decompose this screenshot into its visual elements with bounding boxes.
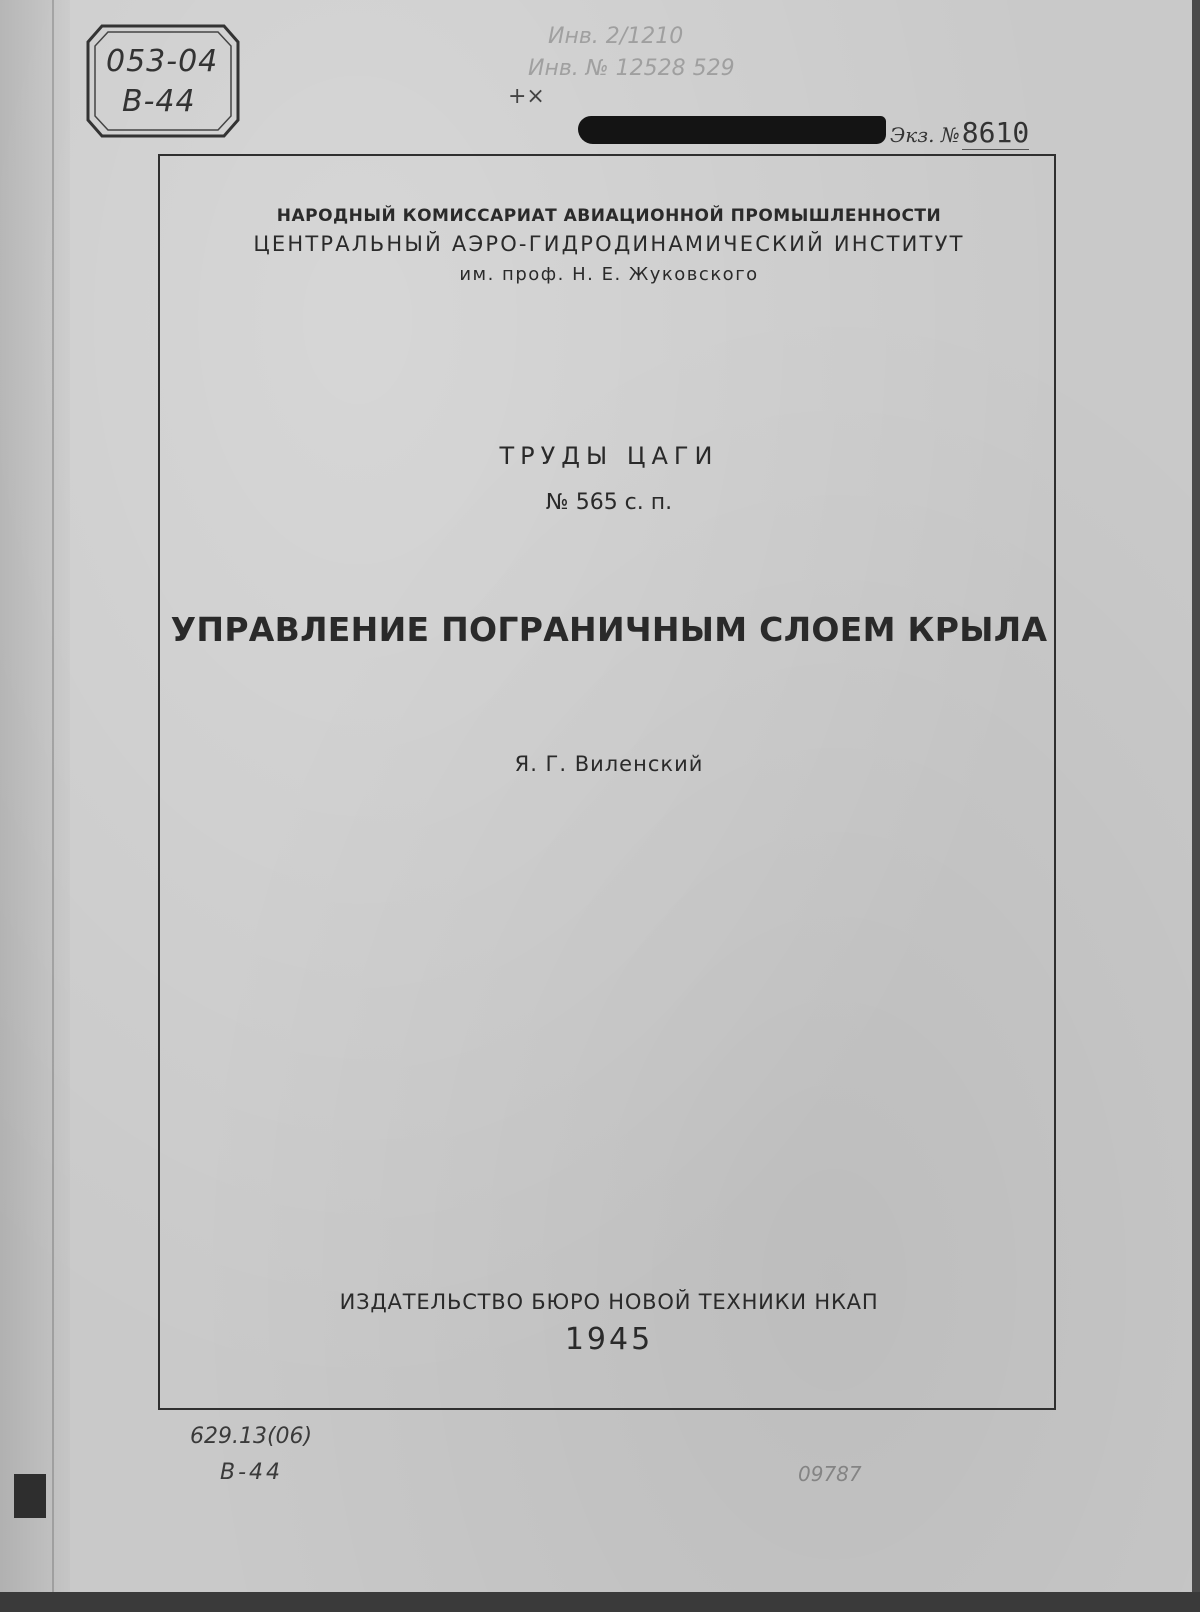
faint-inventory-note-2: Инв. № 12528 529 [528,56,735,81]
copy-number-label: Экз. № [890,123,960,147]
issue-number: № 565 с. п. [545,490,673,515]
faint-inventory-number: 09787 [798,1462,862,1486]
document-title: УПРАВЛЕНИЕ ПОГРАНИЧНЫМ СЛОЕМ КРЫЛА [170,610,1048,649]
copy-number [890,116,1029,149]
author-name: Я. Г. Виленский [514,752,704,776]
publisher-name: ИЗДАТЕЛЬСТВО БЮРО НОВОЙ ТЕХНИКИ НКАП [339,1290,879,1314]
institute-heading: ЦЕНТРАЛЬНЫЙ АЭРО-ГИДРОДИНАМИЧЕСКИЙ ИНСТИТУТ [253,232,965,256]
stamp-code: 053-04 [106,44,219,79]
spine-shadow [0,0,70,1600]
library-stamp [84,22,242,140]
handwritten-cross-mark: +× [508,84,545,109]
redaction-bar [578,116,886,144]
spine-fold-line [52,0,54,1600]
title-frame [158,154,1056,1410]
series-name: ТРУДЫ ЦАГИ [499,442,719,470]
scan-edge-right [1192,0,1200,1612]
classification-number: 629.13(06) [190,1424,313,1449]
stamp-sub-code: В-44 [122,84,196,119]
named-after-line: им. проф. Н. Е. Жуковского [459,264,759,285]
faint-inventory-note-1: Инв. 2/1210 [548,24,684,49]
commissariat-heading: НАРОДНЫЙ КОМИССАРИАТ АВИАЦИОННОЙ ПРОМЫШЛЕННОСТИ [276,206,942,226]
publication-year: 1945 [564,1322,654,1357]
spine-label-tab [14,1474,46,1518]
catalog-code: В-44 [220,1460,284,1485]
copy-number-value: 8610 [961,116,1030,149]
scan-edge-bottom [0,1592,1200,1612]
